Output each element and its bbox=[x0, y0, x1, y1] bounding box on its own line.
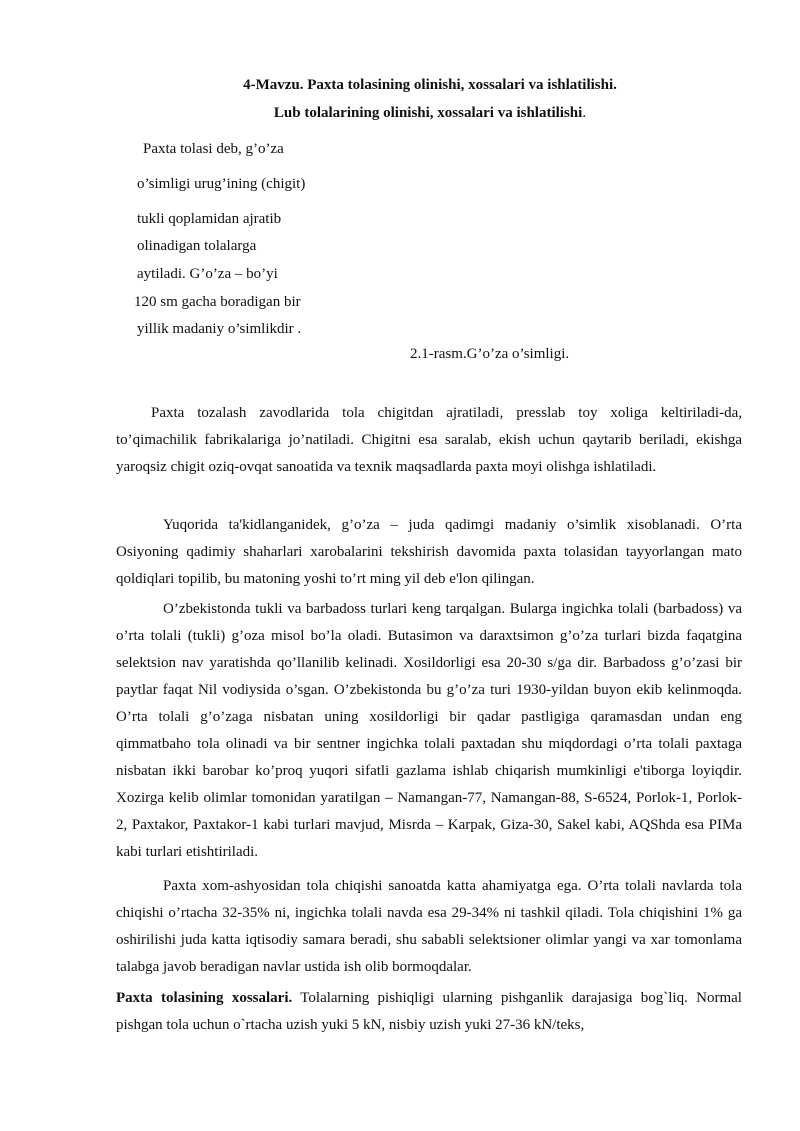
properties-heading: Paxta tolasining xossalari. bbox=[116, 990, 293, 1006]
subtitle-text: Lub tolalarining olinishi, xossalari va ishlatilishi bbox=[273, 105, 583, 121]
intro-line: yillik madaniy o’simlikdir . bbox=[137, 321, 302, 337]
properties-text: Tolalarning pishiqligi ularning pishganlik darajasiga bog`liq. Normal pishgan tola uchun o`rtacha uzish yuki 5 kN, nisbiy uzish yuki 27-36 kN/teks, bbox=[116, 990, 742, 1033]
paragraph-processing: Paxta tozalash zavodlarida tola chigitdan ajratiladi, presslab toy xoliga keltiriladi-da, to’qimachilik fabrikalariga jo’natiladi. Chigitni esa saralab, ekish uchun qaytarib beriladi, ekishga yaroqsiz chigit oziq-ovqat sanoatida va texnik maqsadlarda paxta moyi olishga ishlatiladi. bbox=[116, 405, 742, 475]
intro-line: olinadigan tolalarga bbox=[137, 238, 257, 254]
paragraph-properties bbox=[116, 985, 742, 1039]
intro-line: Paxta tolasi deb, g’o’za bbox=[143, 141, 284, 157]
topic-subtitle bbox=[30, 105, 800, 122]
paragraph-fiber-yield: Paxta xom-ashyosidan tola chiqishi sanoatda katta ahamiyatga ega. O’rta tolali navlarda tola chiqishi o’rtacha 32-35% ni, ingichka tolali navda esa 29-34% ni tashkil qiladi. Tola chiqishini 1% ga oshirilishi juda katta iqtisodiy samara beradi, shu sababli selektsioner olimlar yangi va xar tomonlama talabga javob beradigan navlar ustida ish olib bormoqdalar. bbox=[116, 878, 742, 975]
intro-line: tukli qoplamidan ajratib bbox=[137, 211, 282, 227]
intro-line: 120 sm gacha boradigan bir bbox=[134, 294, 301, 310]
intro-line: o’simligi urug’ining (chigit) bbox=[137, 176, 306, 192]
intro-line: aytiladi. G’o’za – bo’yi bbox=[137, 266, 278, 282]
paragraph-history: Yuqorida ta'kidlanganidek, g’o’za – juda qadimgi madaniy o’simlik xisoblanadi. O’rta Osiyoning qadimiy shaharlari xarobalarini tekshirish davomida paxta tolasidan tayyorlangan mato qoldiqlari topilib, bu matoning yoshi to’rt ming yil deb e'lon qilingan. bbox=[116, 517, 742, 587]
topic-title: 4-Mavzu. Paxta tolasining olinishi, xossalari va ishlatilishi. bbox=[243, 77, 617, 93]
paragraph-varieties: O’zbekistonda tukli va barbadoss turlari keng tarqalgan. Bularga ingichka tolali (barbadoss) va o’rta tolali (tukli) g’oza misol bo’la oladi. Butasimon va daraxtsimon g’o’za turlari bizda faqatgina selektsion nav yaratishda qo’llanilib kelinadi. Xosildorligi esa 20-30 s/ga dir. Barbadoss g’o’zasi bir paytlar faqat Nil vodiysida o’sgan. O’zbekistonda bu g’o’za turi 1930-yildan buyon ekib kelinmoqda. O’rta tolali g’o’zaga nisbatan uning xosildorligi bir qadar pastligiga qaramasdan undan eng qimmatbaho tola olinadi va bir sentner ingichka tolali paxtadan shu miqdordagi o’rta tolali paxtaga nisbatan ikki barobar ko’proq yuqori sifatli gazlama ishlab chiqarish mumkinligi e'tiborga loyiqdir. Xozirga kelib olimlar tomonidan yaratilgan – Namangan-77, Namangan-88, S-6524, Porlok-1, Porlok-2, Paxtakor, Paxtakor-1 kabi turlari mavjud, Misrda – Karpak, Giza-30, Sakel kabi, AQShda esa PIMa kabi turlari etishtiriladi. bbox=[116, 601, 742, 860]
figure-caption: 2.1-rasm.G’o’za o’simligi. bbox=[410, 346, 570, 362]
subtitle-period: . bbox=[582, 105, 587, 121]
